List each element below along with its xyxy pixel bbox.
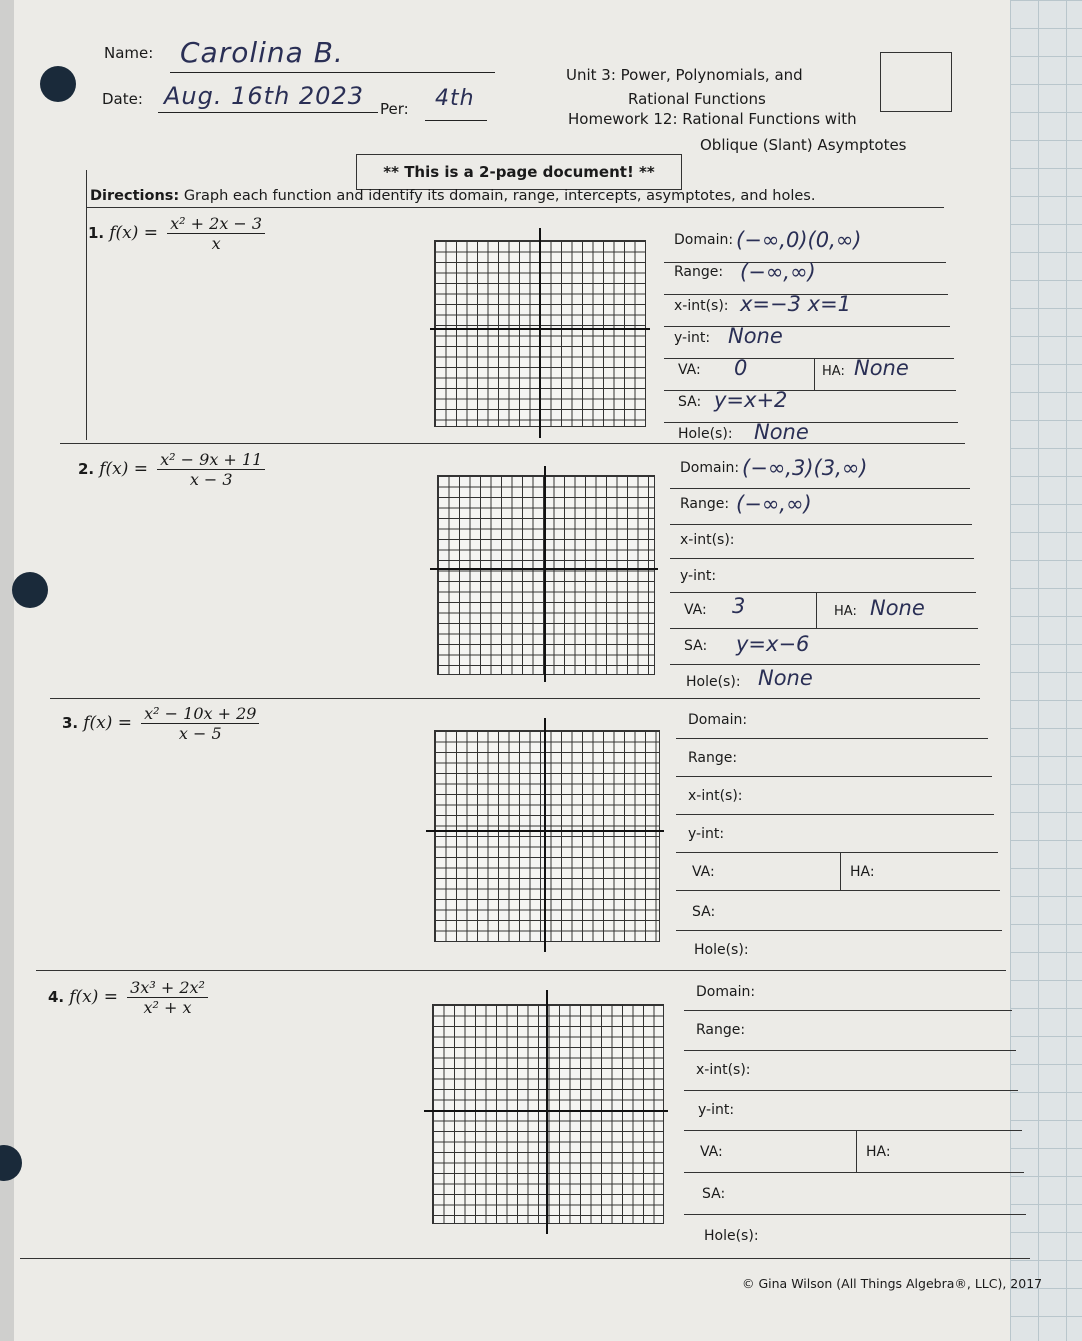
date-field[interactable]	[158, 80, 378, 113]
y-axis	[544, 466, 546, 682]
problem-1-function: 1. f(x) = $\frac{\text{x² + 2x − 3}}{x}$	[88, 214, 265, 253]
holes-answer: None	[754, 420, 809, 444]
date-value: Aug. 16th 2023	[164, 82, 364, 110]
period-value: 4th	[435, 86, 475, 111]
problem-2-function: 2. f(x) = $\frac{\text{x² − 9x + 11}}{x - 3}$	[78, 450, 265, 489]
problem-4-function: 4. f(x) = $\frac{\text{3x³ + 2x²}}{\text{x² + x}}$	[48, 978, 208, 1017]
sa-answer: y=x−6	[736, 632, 810, 656]
directions-text: Graph each function and identify its domain, range, intercepts, asymptotes, and holes.	[183, 188, 816, 204]
notice-text: ** This is a 2-page document! **	[383, 163, 655, 181]
ha-answer: None	[870, 596, 925, 620]
per-label: Per:	[380, 100, 409, 118]
homework-title: Homework 12: Rational Functions with	[568, 110, 857, 128]
notice-box	[356, 154, 682, 190]
problem-3-function: 3. f(x) = $\frac{\text{x² − 10x + 29}}{x - 5}$	[62, 704, 259, 743]
name-label: Name:	[104, 44, 154, 62]
frame-line	[20, 1258, 1030, 1259]
directions-label: Directions:	[90, 188, 180, 204]
sa-answer: y=x+2	[714, 388, 788, 412]
problem-1-answers: Domain: (−∞,0)(0,∞) Range: (−∞,∞) x-int(s): x=−3 x=1 y-int: None VA: 0 HA: None SA: y=x+2 Hole(s): None	[664, 226, 946, 444]
y-axis	[539, 228, 541, 438]
copyright-footer: © Gina Wilson (All Things Algebra®, LLC), 2017	[742, 1276, 1043, 1291]
y-axis	[544, 718, 546, 952]
name-field[interactable]	[170, 30, 495, 73]
name-value: Carolina B.	[180, 36, 344, 69]
y-axis	[546, 990, 548, 1234]
score-box	[880, 52, 952, 112]
frame-line	[36, 970, 1006, 971]
problem-3-answers: Domain: Range: x-int(s): y-int: VA: HA: SA: Hole(s):	[676, 700, 1000, 970]
yint-answer: None	[728, 324, 783, 348]
problem-2-graph[interactable]	[437, 475, 655, 675]
homework-subtitle: Oblique (Slant) Asymptotes	[700, 136, 907, 154]
holes-answer: None	[758, 666, 813, 690]
binder-hole	[40, 66, 76, 102]
binder-hole	[12, 572, 48, 608]
xint-answer: x=−3 x=1	[740, 292, 852, 316]
ha-answer: None	[854, 356, 909, 380]
period-field[interactable]	[425, 84, 487, 121]
unit-title: Unit 3: Power, Polynomials, and	[566, 66, 803, 84]
range-answer: (−∞,∞)	[740, 260, 816, 284]
unit-subtitle: Rational Functions	[628, 90, 766, 108]
date-label: Date:	[102, 90, 143, 108]
frame-line	[50, 698, 980, 699]
problem-2-answers: Domain: (−∞,3)(3,∞) Range: (−∞,∞) x-int(s): y-int: VA: 3 HA: None SA: y=x−6 Hole(s): None	[670, 452, 970, 698]
frame-line	[86, 170, 87, 440]
problem-3-graph[interactable]	[434, 730, 660, 942]
frame-line	[86, 207, 944, 208]
directions	[90, 188, 815, 204]
va-answer: 3	[732, 594, 746, 618]
domain-answer: (−∞,0)(0,∞)	[736, 228, 862, 252]
problem-4-answers: Domain: Range: x-int(s): y-int: VA: HA: SA: Hole(s):	[684, 972, 1024, 1258]
problem-4-graph[interactable]	[432, 1004, 664, 1224]
va-answer: 0	[734, 356, 748, 380]
range-answer: (−∞,∞)	[736, 492, 812, 516]
domain-answer: (−∞,3)(3,∞)	[742, 456, 868, 480]
